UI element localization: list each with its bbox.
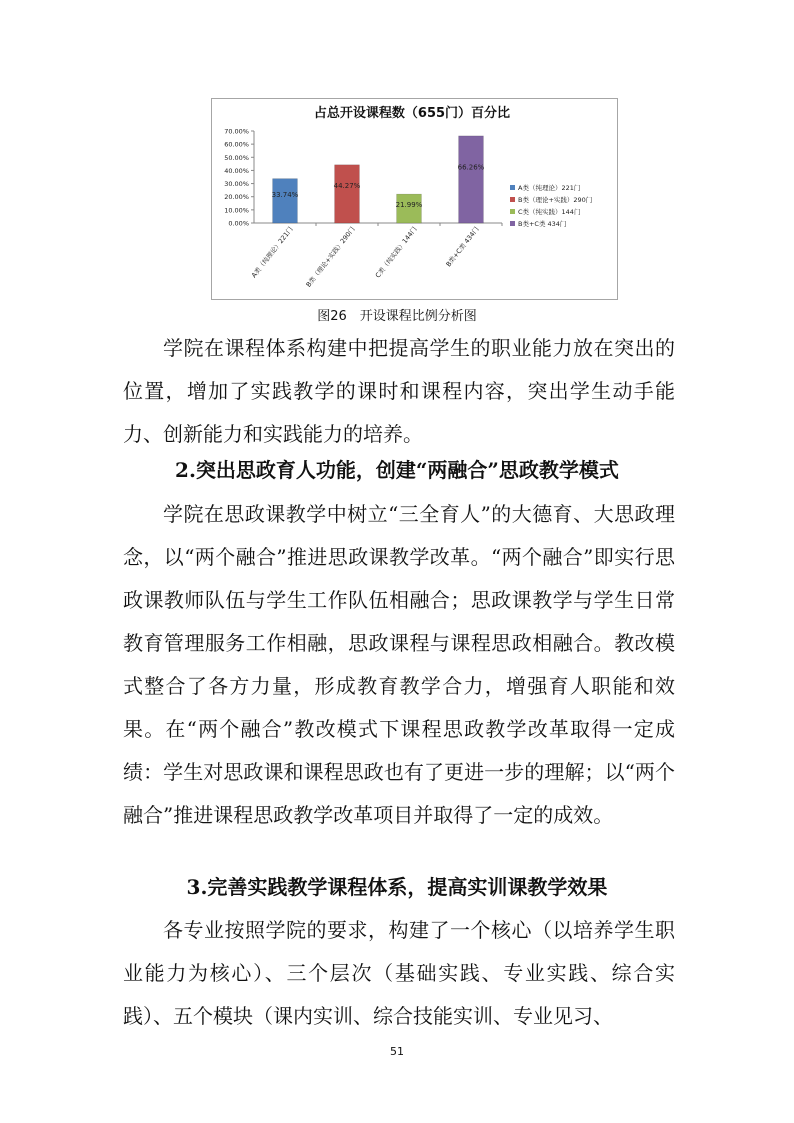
y-tick-label: 40.00% [224, 166, 249, 175]
bar [335, 165, 360, 223]
x-category-label: B类+C类 434门 [444, 225, 481, 269]
bar [273, 179, 298, 223]
page-number: 51 [390, 1045, 404, 1058]
chart-canvas [212, 99, 617, 299]
legend-swatch [510, 185, 515, 190]
paragraph-1: 学院在课程体系构建中把提高学生的职业能力放在突出的位置，增加了实践教学的课时和课程内容，突出学生动手能力、创新能力和实践能力的培养。 [123, 336, 675, 446]
legend-swatch [510, 221, 515, 226]
bar-data-label: 33.74% [271, 191, 299, 200]
figure-caption: 图26 开设课程比例分析图 [317, 309, 477, 324]
y-tick-label: 50.00% [224, 153, 249, 162]
section-heading-2: 2.突出思政育人功能，创建“两融合”思政教学模式 [175, 458, 619, 482]
y-tick-label: 10.00% [224, 206, 249, 215]
legend-swatch [510, 209, 515, 214]
legend-label: B类（理论+实践）290门 [518, 196, 593, 204]
x-category-label: C类（纯实践）144门 [373, 225, 419, 280]
section-heading-3: 3.完善实践教学课程体系，提高实训课教学效果 [186, 875, 608, 899]
y-tick-label: 20.00% [224, 193, 249, 202]
y-tick-label: 70.00% [224, 127, 249, 136]
legend-label: A类（纯理论）221门 [518, 184, 581, 192]
paragraph-3: 各专业按照学院的要求，构建了一个核心（以培养学生职业能力为核心）、三个层次（基础实践、专业实践、综合实践）、五个模块（课内实训、综合技能实训、专业见习、 [123, 918, 675, 1028]
chart-title: 占总开设课程数（655门）百分比 [313, 106, 511, 121]
y-tick-label: 0.00% [228, 219, 249, 228]
bar-data-label: 44.27% [333, 182, 361, 191]
y-tick-label: 60.00% [224, 140, 249, 149]
x-category-label: A类（纯理论）221门 [249, 225, 295, 280]
legend-swatch [510, 197, 515, 202]
legend-label: B类+C类 434门 [518, 220, 567, 228]
paragraph-2: 学院在思政课教学中树立“三全育人”的大德育、大思政理念，以“两个融合”推进思政课教学改革。“两个融合”即实行思政课教师队伍与学生工作队伍相融合；思政课教学与学生日常教育管理服务工作相融，思政课程与课程思政相融合。教改模式整合了各方力量，形成教育教学合力，增强育人职能和效果。在“两个融合”教改模式下课程思政教学改革取得一定成绩：学生对思政课和课程思政也有了更进一步的理解；以“两个融合”推进课程思政教学改革项目并取得了一定的成效。 [123, 502, 675, 827]
x-category-label: B类（理论+实践）290门 [304, 225, 357, 289]
legend-label: C类（纯实践）144门 [518, 208, 581, 216]
bar [459, 136, 484, 223]
bar-data-label: 66.26% [457, 163, 485, 172]
y-tick-label: 30.00% [224, 180, 249, 189]
bar-data-label: 21.99% [395, 201, 423, 210]
bar-chart [211, 98, 618, 300]
